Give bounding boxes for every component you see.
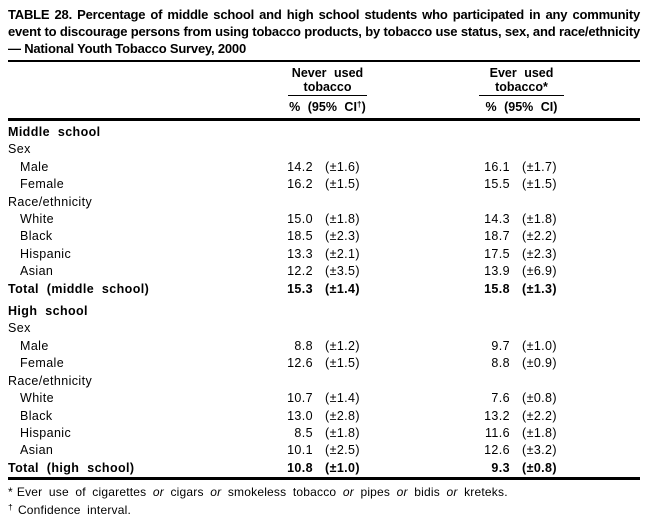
subheader-text: % (95% CI: [485, 100, 554, 114]
pct-value-never: 18.5: [287, 229, 313, 244]
row-label: Black: [20, 408, 53, 423]
footnote-text: or: [446, 485, 458, 500]
ci-value-ever: (±1.8): [522, 425, 557, 440]
footnote-text: Confidence interval.: [17, 503, 131, 518]
column-subheader: [403, 96, 640, 115]
footnote-text: or: [210, 485, 222, 500]
subheader-close: ): [361, 100, 366, 114]
ci-value-ever: (±2.3): [522, 246, 557, 261]
ci-value-never: (±1.2): [325, 338, 360, 353]
row-label: White: [20, 391, 54, 406]
footnote-text: kreteks.: [457, 485, 508, 500]
pct-value-ever: 9.3: [491, 460, 510, 475]
ci-value-ever: [510, 194, 640, 211]
footnotes: [8, 485, 640, 518]
ci-value-never: [313, 124, 403, 141]
footnote: [8, 485, 640, 500]
pct-value-ever: 12.6: [484, 443, 510, 458]
ci-value-ever: (±2.2): [522, 229, 557, 244]
pct-value-ever: [403, 373, 510, 390]
pct-value-ever: 15.8: [484, 281, 510, 296]
row-label: High school: [8, 304, 88, 319]
column-header-line1: Ever used: [489, 66, 554, 80]
ci-value-never: (±2.3): [325, 229, 360, 244]
underlined-header-text: tobacco: [288, 80, 368, 96]
table-row: [8, 425, 640, 442]
pct-value-never: [252, 141, 313, 158]
table-row: [8, 159, 640, 176]
ci-value-ever: [510, 320, 640, 337]
ci-value-ever: (±1.0): [522, 338, 557, 353]
table-row: [8, 124, 640, 141]
ci-value-never: (±1.8): [325, 212, 360, 227]
row-label: Female: [20, 177, 65, 192]
row-label: Race/ethnicity: [8, 194, 93, 209]
column-group-never-used: [252, 66, 403, 115]
pct-value-ever: 9.7: [491, 338, 510, 353]
footnote-text: pipes: [353, 485, 397, 500]
pct-value-ever: 15.5: [484, 177, 510, 192]
table-row: [8, 281, 640, 298]
pct-value-never: 13.0: [287, 408, 313, 423]
pct-value-ever: 16.1: [484, 159, 510, 174]
ci-value-never: (±2.8): [325, 408, 360, 423]
ci-value-ever: (±2.2): [522, 408, 557, 423]
column-header-line2: [403, 80, 640, 96]
table-row: [8, 320, 640, 337]
ci-value-ever: (±0.8): [522, 391, 557, 406]
column-subheader: [252, 96, 403, 115]
pct-value-ever: 14.3: [484, 212, 510, 227]
pct-value-ever: [403, 124, 510, 141]
ci-value-never: (±1.4): [325, 391, 360, 406]
row-label: Sex: [8, 142, 31, 157]
ci-value-never: (±1.5): [325, 177, 360, 192]
rule-bottom: [8, 477, 640, 480]
subheader-text: % (95% CI: [289, 100, 357, 114]
column-header-line1: Never used: [291, 66, 364, 80]
table-row: [8, 373, 640, 390]
underlined-header-text: tobacco*: [479, 80, 564, 96]
pct-value-ever: 7.6: [491, 391, 510, 406]
ci-value-ever: [510, 303, 640, 320]
ci-value-never: (±1.6): [325, 159, 360, 174]
row-label: Race/ethnicity: [8, 373, 93, 388]
row-label: Total (middle school): [8, 281, 150, 296]
row-label: Female: [20, 356, 65, 371]
pct-value-never: [252, 320, 313, 337]
pct-value-never: 14.2: [287, 159, 313, 174]
pct-value-never: [252, 124, 313, 141]
row-label: Sex: [8, 321, 31, 336]
ci-value-ever: (±0.8): [522, 460, 557, 475]
row-label: Asian: [20, 443, 54, 458]
pct-value-ever: [403, 141, 510, 158]
column-header-line2: [252, 80, 403, 96]
pct-value-ever: 13.9: [484, 264, 510, 279]
ci-value-never: (±2.1): [325, 246, 360, 261]
ci-value-ever: (±1.3): [522, 281, 557, 296]
pct-value-never: [252, 373, 313, 390]
table-row: [8, 460, 640, 477]
pct-value-ever: 13.2: [484, 408, 510, 423]
footnote-text: smokeless tobacco: [221, 485, 343, 500]
footnote-marker: †: [8, 502, 13, 513]
pct-value-never: 15.0: [287, 212, 313, 227]
pct-value-never: 10.1: [287, 443, 313, 458]
ci-value-ever: [510, 373, 640, 390]
table-body: [8, 121, 640, 477]
pct-value-ever: [403, 320, 510, 337]
pct-value-never: 12.2: [287, 264, 313, 279]
pct-value-never: 13.3: [287, 246, 313, 261]
row-label: White: [20, 212, 54, 227]
ci-value-ever: (±6.9): [522, 264, 557, 279]
row-label: Male: [20, 159, 49, 174]
table-header: [8, 62, 640, 118]
ci-value-never: (±3.5): [325, 264, 360, 279]
footnote-text: or: [152, 485, 164, 500]
ci-value-never: [313, 373, 403, 390]
table-row: [8, 246, 640, 263]
table-row: [8, 263, 640, 280]
ci-value-never: [313, 320, 403, 337]
ci-value-ever: [510, 124, 640, 141]
pct-value-never: 12.6: [287, 356, 313, 371]
pct-value-never: 8.8: [294, 338, 313, 353]
pct-value-ever: 18.7: [484, 229, 510, 244]
table-row: [8, 141, 640, 158]
table-row: [8, 442, 640, 459]
row-label: Asian: [20, 264, 54, 279]
table-row: [8, 194, 640, 211]
ci-value-ever: (±3.2): [522, 443, 557, 458]
table-row: [8, 176, 640, 193]
pct-value-ever: 11.6: [484, 425, 510, 440]
ci-value-never: [313, 141, 403, 158]
table-row: [8, 228, 640, 245]
ci-value-ever: (±1.8): [522, 212, 557, 227]
pct-value-never: [252, 303, 313, 320]
pct-value-ever: 8.8: [491, 356, 510, 371]
ci-value-ever: [510, 141, 640, 158]
footnote: [8, 500, 640, 518]
pct-value-never: 8.5: [294, 425, 313, 440]
footnote-marker: *: [8, 485, 13, 500]
pct-value-ever: [403, 303, 510, 320]
row-label: Hispanic: [20, 425, 72, 440]
dagger-superscript: †: [356, 99, 362, 109]
footnote-text: or: [342, 485, 354, 500]
ci-value-never: (±2.5): [325, 443, 360, 458]
ci-value-never: (±1.8): [325, 425, 360, 440]
row-label: Black: [20, 229, 53, 244]
ci-value-never: [313, 194, 403, 211]
ci-value-ever: (±0.9): [522, 356, 557, 371]
row-label: Middle school: [8, 125, 101, 139]
footnote-text: Ever use of cigarettes: [16, 485, 153, 500]
ci-value-never: [313, 303, 403, 320]
footnote-text: or: [396, 485, 408, 500]
table-row: [8, 408, 640, 425]
table-row: [8, 303, 640, 320]
pct-value-never: [252, 194, 313, 211]
table-title: TABLE 28. Percentage of middle school and high school students who participated in any community event to discourage persons from using tobacco products, by tobacco use status, sex, and race/ethnicity — National Youth Tobacco Survey, 2000: [8, 7, 640, 56]
footnote-text: bidis: [407, 485, 447, 500]
table-row: [8, 390, 640, 407]
table-row: [8, 211, 640, 228]
table-row: [8, 338, 640, 355]
pct-value-ever: 17.5: [484, 246, 510, 261]
pct-value-never: 10.7: [287, 391, 313, 406]
ci-value-ever: (±1.7): [522, 159, 557, 174]
row-label: Total (high school): [8, 460, 135, 475]
pct-value-never: 10.8: [287, 460, 313, 475]
ci-value-never: (±1.5): [325, 356, 360, 371]
table-row: [8, 355, 640, 372]
pct-value-never: 16.2: [287, 177, 313, 192]
pct-value-never: 15.3: [287, 281, 313, 296]
footnote-text: cigars: [163, 485, 211, 500]
header-label-spacer: [8, 66, 252, 115]
pct-value-ever: [403, 194, 510, 211]
ci-value-ever: (±1.5): [522, 177, 557, 192]
column-group-ever-used: [403, 66, 640, 115]
row-label: Hispanic: [20, 246, 72, 261]
ci-value-never: (±1.0): [325, 460, 360, 475]
ci-value-never: (±1.4): [325, 281, 360, 296]
subheader-close: ): [553, 100, 558, 114]
row-label: Male: [20, 338, 49, 353]
